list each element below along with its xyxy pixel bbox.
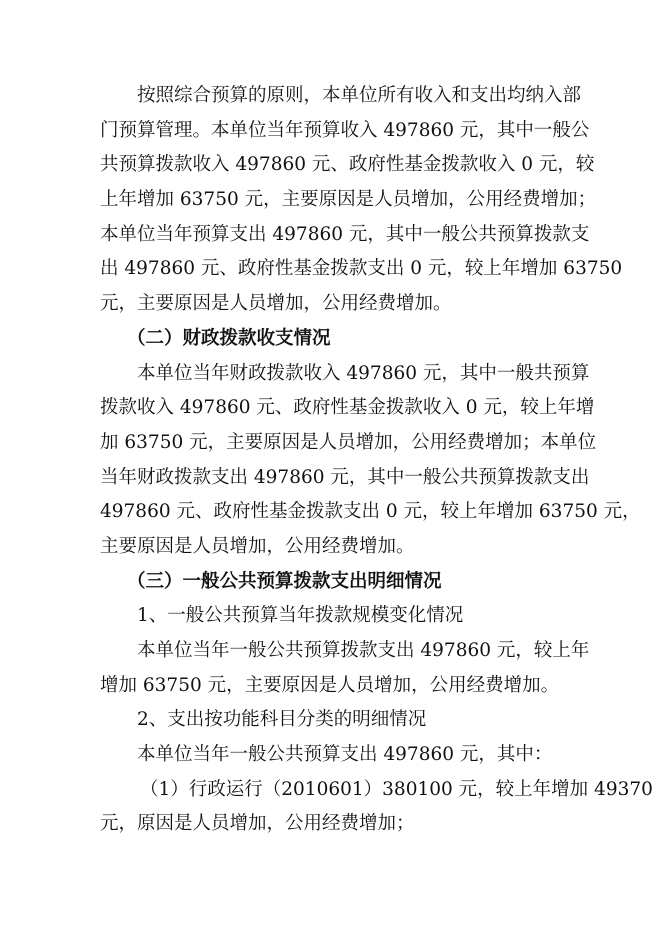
- paragraph-line: 拨款收入 497860 元、政府性基金拨款收入 0 元，较上年增: [100, 397, 595, 419]
- list-item-line: （1）行政运行（2010601）380100 元，较上年增加 49370: [140, 778, 653, 800]
- paragraph-line: 加 63750 元，主要原因是人员增加，公用经费增加；本单位: [100, 431, 597, 453]
- paragraph-line: 按照综合预算的原则，本单位所有收入和支出均纳入部: [137, 85, 582, 106]
- paragraph-line: 元，主要原因是人员增加，公用经费增加。: [100, 293, 452, 315]
- paragraph-line: 497860 元、政府性基金拨款支出 0 元，较上年增加 63750 元，: [100, 501, 641, 523]
- paragraph-line: 主要原因是人员增加，公用经费增加。: [100, 535, 415, 557]
- paragraph-line: 元，原因是人员增加，公用经费增加；: [100, 813, 415, 835]
- paragraph-line: 增加 63750 元，主要原因是人员增加，公用经费增加。: [100, 674, 560, 696]
- subsection-heading: 1、一般公共预算当年拨款规模变化情况: [137, 605, 464, 627]
- section-heading: （三）一般公共预算拨款支出明细情况: [127, 570, 442, 592]
- subsection-heading: 2、支出按功能科目分类的明细情况: [137, 709, 427, 731]
- paragraph-line: 上年增加 63750 元，主要原因是人员增加，公用经费增加；: [100, 189, 597, 211]
- paragraph-line: 本单位当年一般公共预算支出 497860 元，其中：: [137, 744, 553, 766]
- section-heading: （二）财政拨款收支情况: [127, 327, 331, 349]
- paragraph-line: 共预算拨款收入 497860 元、政府性基金拨款收入 0 元，较: [100, 154, 595, 176]
- paragraph-line: 出 497860 元、政府性基金拨款支出 0 元，较上年增加 63750: [100, 258, 623, 280]
- paragraph-line: 当年财政拨款支出 497860 元，其中一般公共预算拨款支出: [100, 466, 590, 488]
- paragraph-line: 本单位当年预算支出 497860 元，其中一般公共预算拨款支: [100, 223, 590, 245]
- document-page: [100, 79, 653, 842]
- paragraph-line: 本单位当年一般公共预算拨款支出 497860 元，较上年: [137, 640, 590, 661]
- paragraph-line: 本单位当年财政拨款收入 497860 元，其中一般共预算: [137, 362, 590, 384]
- paragraph-line: 门预算管理。本单位当年预算收入 497860 元，其中一般公: [100, 119, 590, 141]
